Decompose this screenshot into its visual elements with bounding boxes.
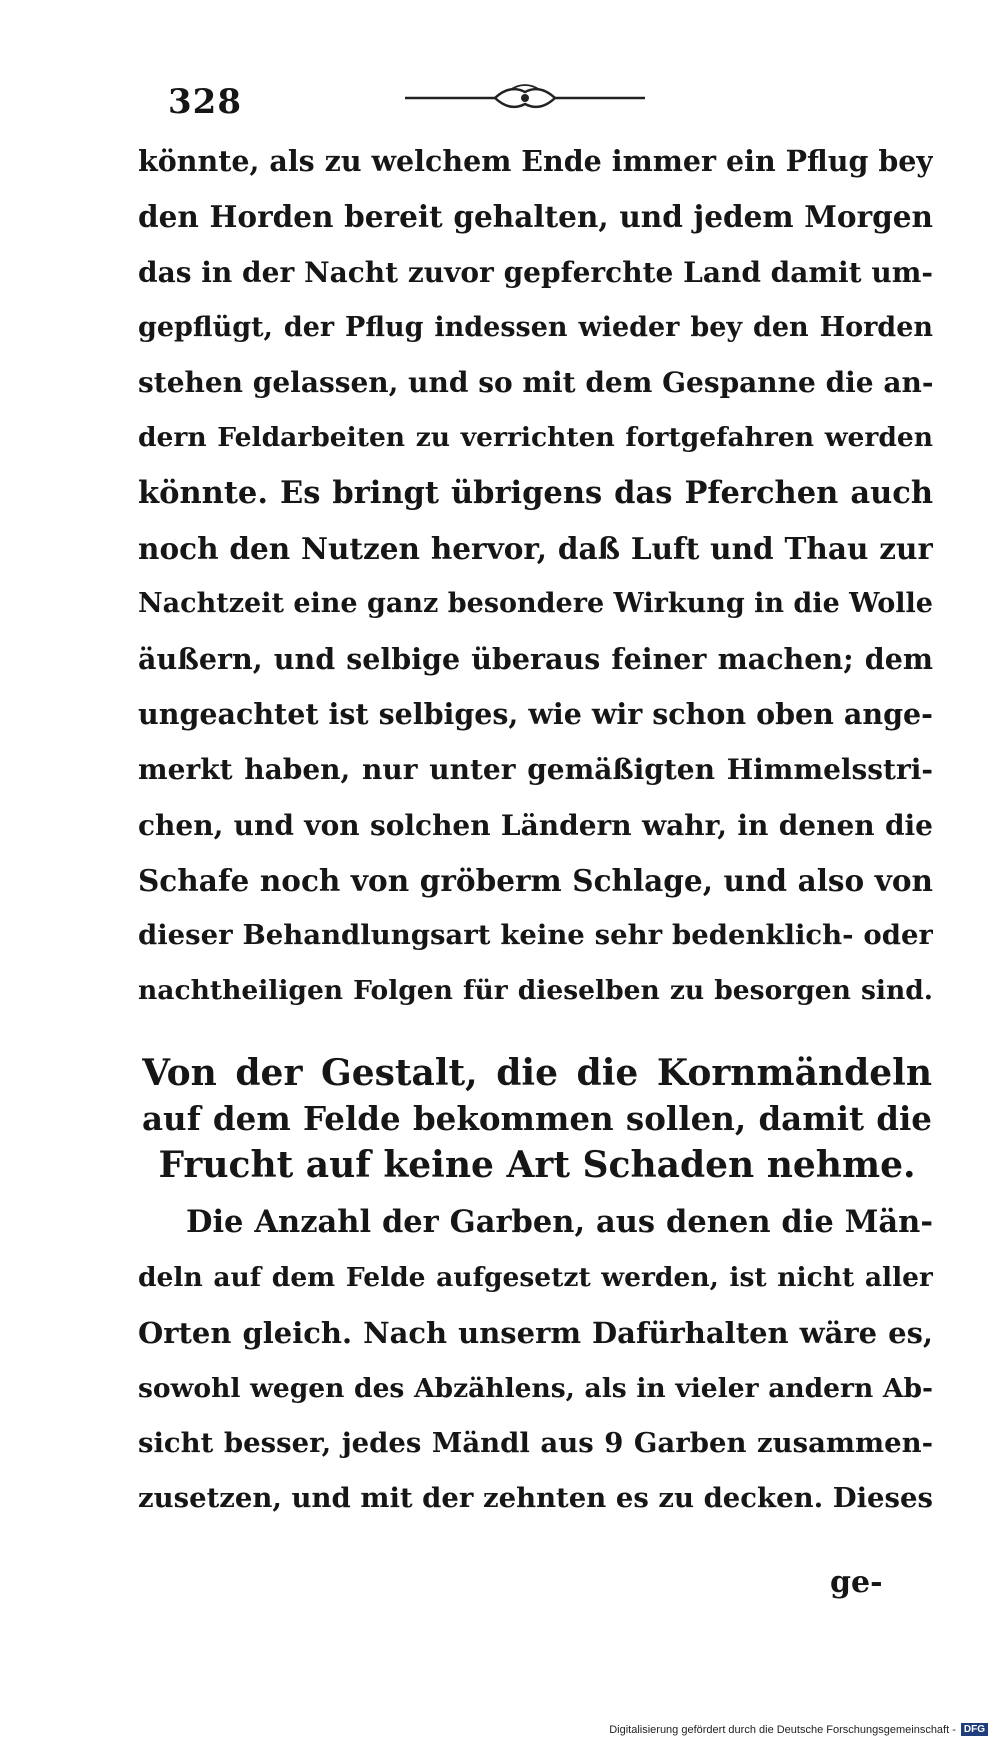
text-line: chen, und von solchen Ländern wahr, in denen die — [138, 808, 933, 842]
text-line: Schafe noch von gröberm Schlage, und also von — [138, 862, 933, 898]
text-line: Nachtzeit eine ganz besondere Wirkung in die Wolle — [138, 588, 933, 620]
ornament-rule-icon — [400, 78, 650, 118]
text-line: dern Feldarbeiten zu verrichten fortgefahren werden — [138, 422, 933, 454]
text-line: noch den Nutzen hervor, daß Luft und Thau zur — [138, 531, 933, 567]
text-line: Die Anzahl der Garben, aus denen die Män- — [186, 1204, 933, 1240]
paragraph-2 — [138, 1195, 933, 1527]
section-heading — [142, 1050, 932, 1188]
text-line: deln auf dem Felde aufgesetzt werden, ist nicht aller — [138, 1262, 933, 1294]
text-line: dieser Behandlungsart keine sehr bedenklich- oder — [138, 919, 933, 952]
heading-line: Frucht auf keine Art Schaden nehme. — [158, 1144, 916, 1186]
text-line: könnte. Es bringt übrigens das Pferchen auch — [138, 474, 933, 511]
text-line: gepflügt, der Pflug indessen wieder bey den Horden — [138, 311, 933, 343]
text-line: sicht besser, jedes Mändl aus 9 Garben zusammen- — [138, 1427, 933, 1460]
text-line: merkt haben, nur unter gemäßigten Himmelsstri- — [138, 753, 933, 787]
heading-line: Von der Gestalt, die die Kornmändeln — [142, 1052, 932, 1094]
text-line: den Horden bereit gehalten, und jedem Morgen — [138, 199, 933, 235]
text-line: das in der Nacht zuvor gepferchte Land damit um- — [138, 255, 933, 289]
paragraph-1 — [138, 134, 933, 1019]
dfg-logo-icon: DFG — [961, 1723, 988, 1736]
page-number: 328 — [168, 82, 242, 122]
text-line: zusetzen, und mit der zehnten es zu decken. Dieses — [138, 1482, 933, 1515]
catchword: ge- — [830, 1565, 883, 1600]
text-line: stehen gelassen, und so mit dem Gespanne die an- — [138, 366, 933, 400]
text-line: könnte, als zu welchem Ende immer ein Pflug bey — [138, 144, 933, 178]
text-line: äußern, und selbige überaus feiner machen; dem — [138, 641, 933, 676]
digitization-footer — [609, 1723, 988, 1736]
heading-line: auf dem Felde bekommen sollen, damit die — [142, 1099, 932, 1138]
text-line: sowohl wegen des Abzählens, als in vieler andern Ab- — [138, 1372, 933, 1404]
footer-text: Digitalisierung gefördert durch die Deutsche Forschungsgemeinschaft - — [609, 1723, 956, 1736]
text-line: nachtheiligen Folgen für dieselben zu besorgen sind. — [138, 975, 933, 1007]
text-line: Orten gleich. Nach unserm Dafürhalten wäre es, — [138, 1315, 933, 1350]
text-line: ungeachtet ist selbiges, wie wir schon oben ange- — [138, 696, 933, 731]
